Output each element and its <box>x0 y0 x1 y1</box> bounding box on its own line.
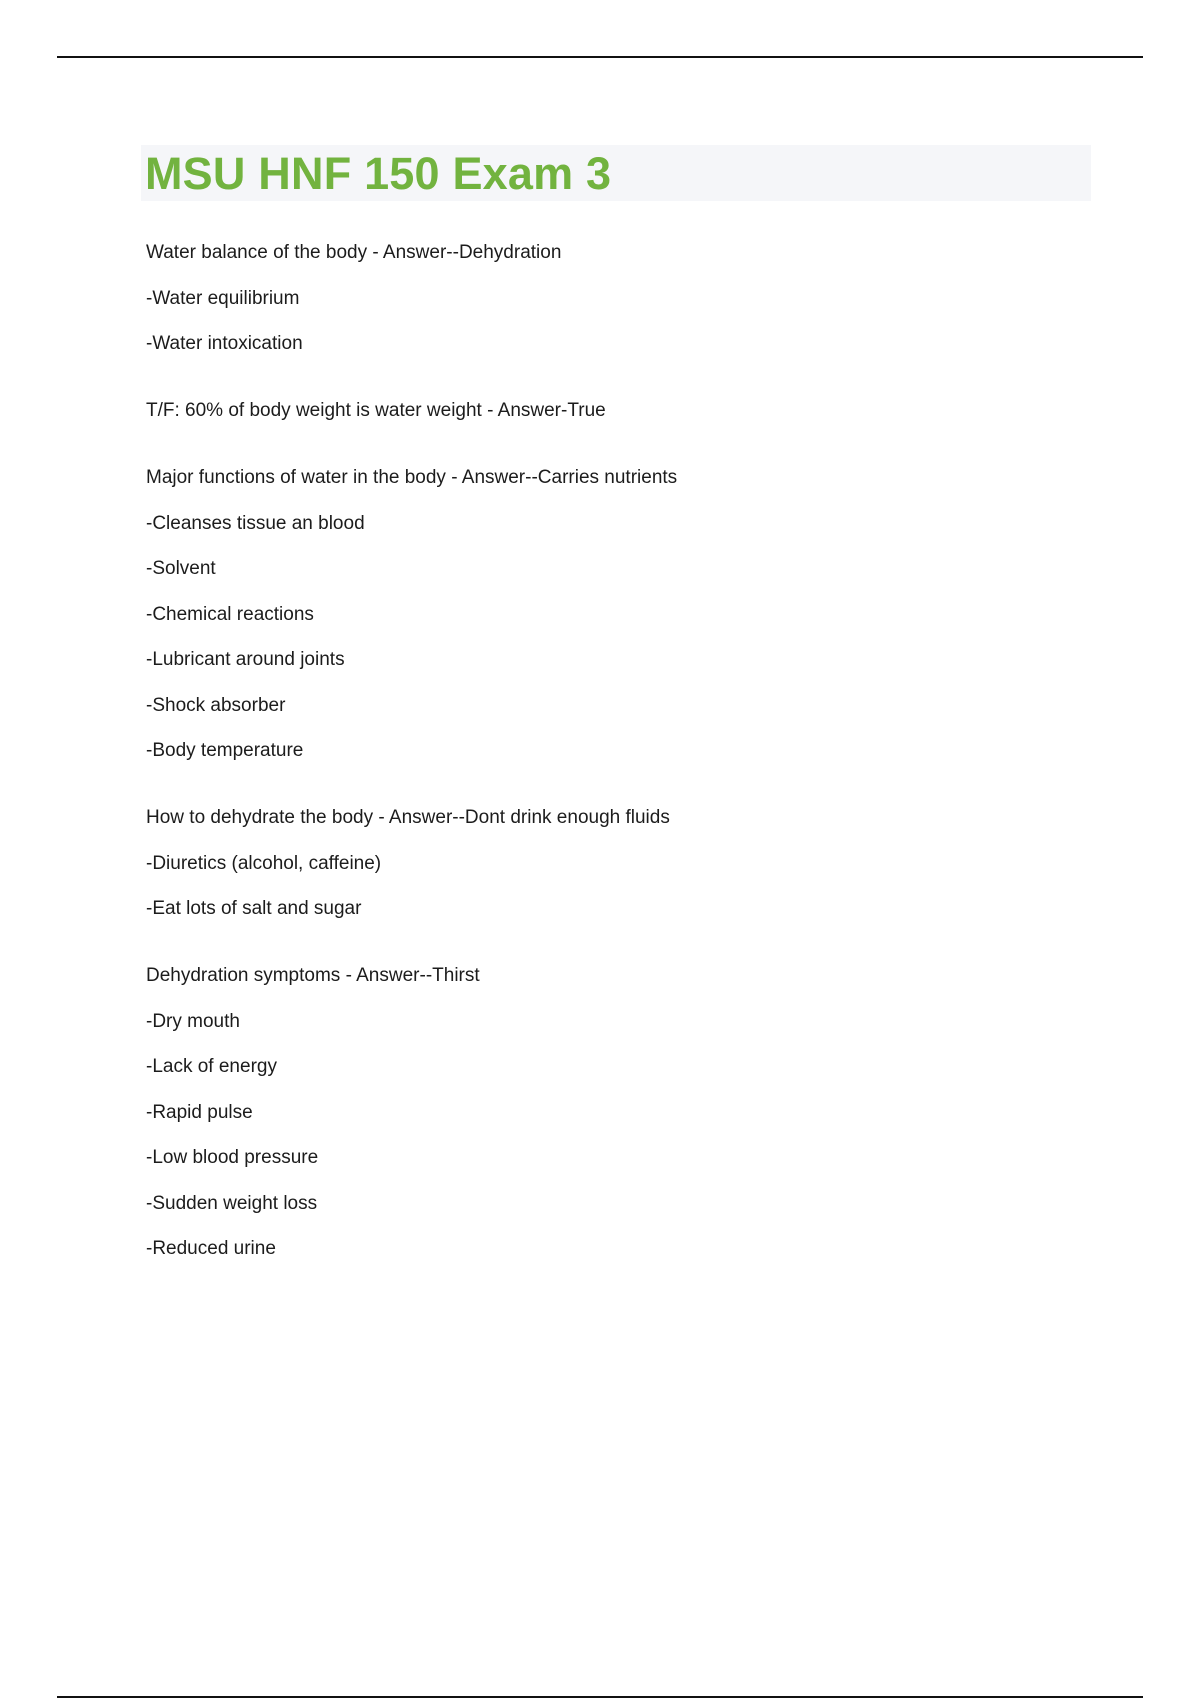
qa-entry <box>146 242 1086 355</box>
entry-line: -Water intoxication <box>146 333 303 354</box>
entry-line: -Dry mouth <box>146 1010 240 1032</box>
entry-line: How to dehydrate the body - Answer--Dont drink enough fluids <box>146 807 670 828</box>
document-body <box>146 242 1086 1305</box>
entry-line: -Lack of energy <box>146 1056 277 1077</box>
entry-line: -Body temperature <box>146 740 304 761</box>
entry-line: -Lubricant around joints <box>146 649 345 670</box>
bottom-rule <box>57 1696 1143 1698</box>
entry-line: -Reduced urine <box>146 1238 276 1259</box>
top-rule <box>57 56 1143 58</box>
entry-line: -Low blood pressure <box>146 1147 319 1168</box>
entry-line: Dehydration symptoms - Answer--Thirst <box>146 965 480 986</box>
qa-entry <box>146 467 1086 762</box>
entry-line: -Shock absorber <box>146 694 286 716</box>
entry-line: -Diuretics (alcohol, caffeine) <box>146 852 382 874</box>
entry-line: T/F: 60% of body weight is water weight - Answer-True <box>146 400 606 421</box>
qa-entry <box>146 400 1086 422</box>
entry-line: -Cleanses tissue an blood <box>146 512 365 534</box>
entry-line: -Water equilibrium <box>146 287 300 309</box>
document-title: MSU HNF 150 Exam 3 <box>145 148 612 199</box>
entry-line: Water balance of the body - Answer--Dehydration <box>146 242 562 263</box>
entry-line: -Sudden weight loss <box>146 1192 318 1214</box>
entry-line: -Eat lots of salt and sugar <box>146 898 362 919</box>
entry-line: -Rapid pulse <box>146 1101 253 1123</box>
qa-entry <box>146 965 1086 1260</box>
entry-line: -Solvent <box>146 558 216 579</box>
qa-entry <box>146 807 1086 920</box>
entry-line: -Chemical reactions <box>146 603 314 625</box>
entry-line: Major functions of water in the body - Answer--Carries nutrients <box>146 467 678 488</box>
